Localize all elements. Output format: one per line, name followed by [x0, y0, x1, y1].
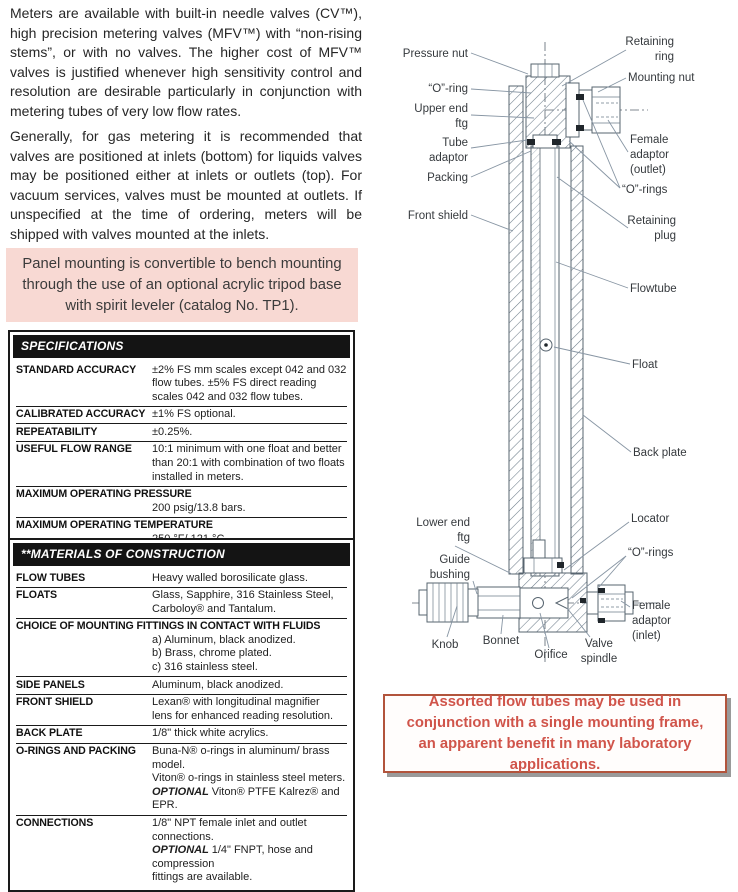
- retaining-plug-label: Retaining plug: [627, 215, 676, 242]
- table-row: [16, 694, 347, 725]
- back-plate-leader: [583, 415, 631, 452]
- row-value: Glass, Sapphire, 316 Stainless Steel, Carboloy® and Tantalum.: [152, 589, 334, 615]
- o-rings-bottom-leader: [599, 556, 626, 587]
- row-label: FRONT SHIELD: [16, 696, 94, 709]
- row-label: USEFUL FLOW RANGE: [16, 443, 132, 456]
- table-row: [16, 441, 347, 486]
- bonnet-label: Bonnet: [482, 635, 520, 647]
- retaining-ring-label: Retaining ring: [625, 36, 674, 63]
- female-adaptor-outlet-part: [592, 87, 620, 133]
- float-center: [544, 343, 548, 347]
- row-label: MAXIMUM OPERATING PRESSURE: [16, 488, 192, 501]
- retaining-plug-leader: [557, 177, 628, 228]
- row-value: 1/8" NPT female inlet and outlet connections. OPTIONAL 1/4" FNPT, hose and compression fittings are available.: [152, 817, 313, 884]
- row-label: MAXIMUM OPERATING TEMPERATURE: [16, 519, 213, 532]
- o-ring-dot: [527, 139, 535, 145]
- row-value: ±2% FS mm scales except 042 and 032 flow tubes. ±5% FS direct reading scales 042 and 032 flow tubes.: [152, 363, 347, 403]
- panel-mounting-note: [6, 248, 358, 322]
- o-ring-dot: [576, 94, 584, 100]
- table-row: [16, 423, 347, 441]
- row-label: STANDARD ACCURACY: [16, 363, 137, 376]
- specifications-rows: [10, 361, 353, 552]
- row-label: FLOATS: [16, 589, 57, 602]
- specifications-header: SPECIFICATIONS: [13, 335, 350, 358]
- row-label: FLOW TUBES: [16, 571, 86, 584]
- table-row: [16, 618, 347, 676]
- row-value: Buna-N® o-rings in aluminum/ brass model. Viton® o-rings in stainless steel meters. OPTIONAL Viton® PTFE Kalrez® and EPR.: [152, 745, 346, 812]
- row-label: O-RINGS AND PACKING: [16, 745, 136, 758]
- upper-end-ftg-label: Upper end ftg: [414, 103, 468, 130]
- row-value: 1/8" thick white acrylics.: [152, 727, 269, 740]
- table-row: [16, 406, 347, 424]
- table-row: [16, 486, 347, 517]
- row-value: a) Aluminum, black anodized. b) Brass, chrome plated. c) 316 stainless steel.: [152, 633, 296, 674]
- row-value: Lexan® with longitudinal magnifier lens for enhanced reading resolution.: [152, 696, 334, 722]
- front-shield-leader: [471, 215, 513, 231]
- flowmeter-cutaway-diagram: [375, 20, 738, 690]
- female-adaptor-inlet-label: Female adaptor (inlet): [632, 600, 672, 642]
- o-ring-dot: [598, 588, 605, 593]
- mounting-nut-label: Mounting nut: [628, 72, 695, 84]
- orifice-label: Orifice: [534, 649, 568, 661]
- row-label: CALIBRATED ACCURACY: [16, 408, 146, 421]
- knob-label: Knob: [431, 639, 459, 651]
- row-value: 200 psig/13.8 bars.: [152, 501, 246, 514]
- table-row: [16, 587, 347, 618]
- assorted-flow-tubes-note-text: Assorted flow tubes may be used in conjunction with a single mounting frame, an apparent benefit in many laboratory applications.: [406, 693, 704, 773]
- assorted-flow-tubes-note: [383, 694, 727, 773]
- float-label: Float: [632, 359, 658, 371]
- locator-part: [524, 558, 562, 573]
- o-ring-dot: [557, 562, 564, 568]
- o-ring-dot: [598, 618, 605, 623]
- table-row: [16, 725, 347, 743]
- panel-mounting-note-text: Panel mounting is convertible to bench mounting through the use of an optional acrylic tripod base with spirit leveler (catalog No. TP1).: [22, 255, 342, 314]
- lower-end-ftg-label: Lower end ftg: [416, 517, 470, 544]
- materials-rows: [10, 569, 353, 890]
- inlet-neck: [587, 592, 598, 614]
- tube-adaptor-label: Tube adaptor: [428, 137, 468, 164]
- row-label: BACK PLATE: [16, 727, 83, 740]
- bonnet-part: [477, 587, 520, 618]
- guide-bushing-label: Guide bushing: [429, 554, 470, 581]
- back-plate-label: Back plate: [633, 447, 687, 459]
- row-label: SIDE PANELS: [16, 678, 85, 691]
- upper-end-ftg-leader: [471, 115, 534, 118]
- specifications-table: [8, 330, 355, 554]
- table-row: [16, 570, 347, 587]
- table-row: [16, 362, 347, 406]
- row-value: ±1% FS optional.: [152, 408, 236, 421]
- o-rings-bottom-label: “O”-rings: [628, 547, 674, 559]
- retaining-ring-leader: [562, 50, 626, 86]
- packing-label: Packing: [427, 172, 468, 184]
- row-value: 10:1 minimum with one float and better than 20:1 with combination of two floats installed in meters.: [152, 443, 345, 483]
- packing-dot: [552, 139, 561, 145]
- locator-label: Locator: [631, 513, 670, 525]
- o-rings-top-label: “O”-rings: [622, 184, 668, 196]
- row-value: ±0.25%.: [152, 425, 193, 438]
- back-plate-panel: [571, 146, 583, 574]
- female-adaptor-outlet-label: Female adaptor (outlet): [630, 134, 670, 176]
- flowtube-label: Flowtube: [630, 283, 677, 295]
- o-ring-top-label: “O”-ring: [428, 83, 468, 95]
- flowtube-leader: [556, 262, 628, 288]
- knob-end-cap: [419, 590, 427, 615]
- row-label: CHOICE OF MOUNTING FITTINGS IN CONTACT WITH FLUIDS: [16, 620, 321, 633]
- table-row: [16, 676, 347, 694]
- row-label: REPEATABILITY: [16, 425, 98, 438]
- table-row: [16, 743, 347, 815]
- table-row: [16, 815, 347, 887]
- o-ring-dot: [576, 125, 584, 131]
- front-shield-label: Front shield: [407, 210, 468, 222]
- intro-paragraph-valves: Meters are available with built-in needle valves (CV™), high precision metering valves (MFV™) with “non-rising stems”, or with no valves. The higher cost of MFV™ valves is justified whenever high sensitivity control and resolution are desirable particularly in conjunction with metering tubes of very low flow rates.: [10, 5, 362, 119]
- materials-header: **MATERIALS OF CONSTRUCTION: [13, 543, 350, 566]
- o-ring-dot: [580, 598, 586, 603]
- materials-table: [8, 538, 355, 892]
- pressure-nut-label: Pressure nut: [402, 48, 468, 60]
- float-leader: [554, 347, 630, 364]
- row-label: CONNECTIONS: [16, 817, 94, 829]
- flowtube-wall-left: [531, 146, 540, 576]
- paragraph-valve-position: Generally, for gas metering it is recommended that valves are positioned at inlets (bottom) for liquids valves may be positioned either at inlets or outlets (top). For vacuum services, valves must be mounted at outlets. If unspecified at the time of ordering, meters will be shipped with valves mounted at the inlets.: [10, 128, 362, 242]
- row-value: Aluminum, black anodized.: [152, 678, 284, 691]
- pressure-nut-leader: [471, 53, 528, 74]
- valve-spindle-label: Valve spindle: [580, 638, 618, 665]
- row-value: Heavy walled borosilicate glass.: [152, 571, 308, 584]
- orifice-part: [533, 598, 544, 609]
- flowtube-bottom: [533, 540, 545, 560]
